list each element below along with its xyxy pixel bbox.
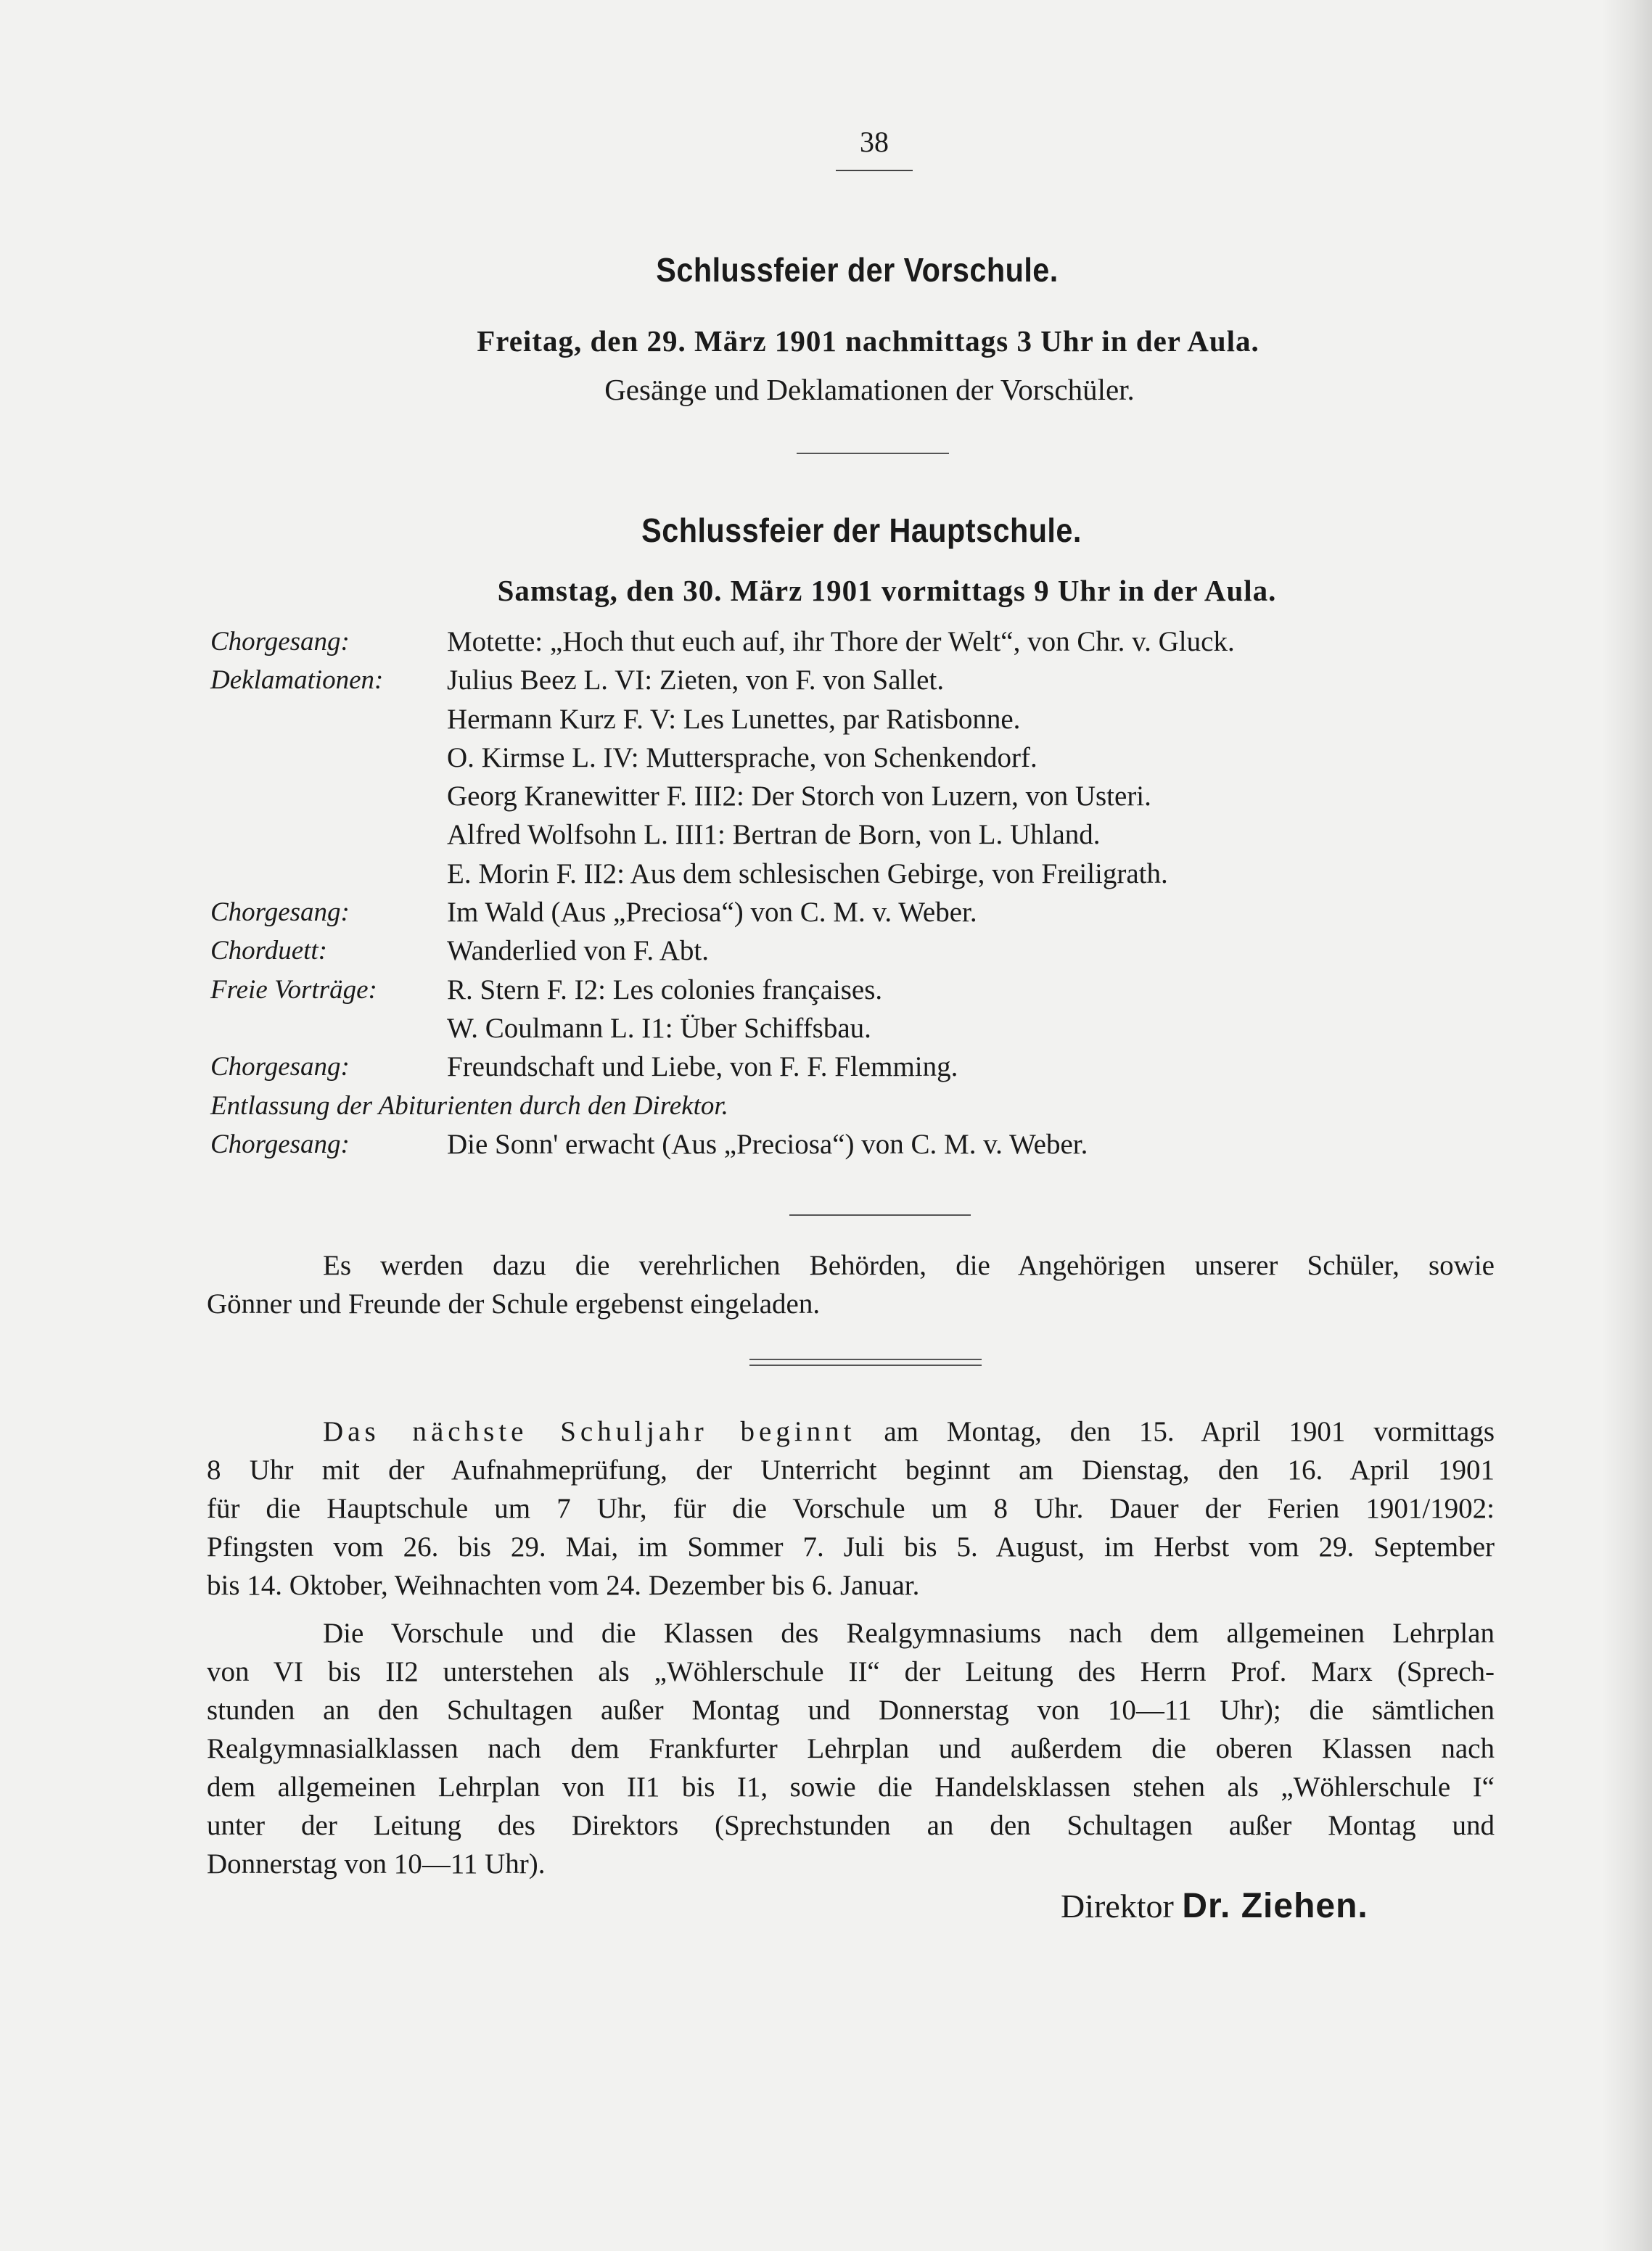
- paragraph-line: Donnerstag von 10—11 Uhr).: [207, 1848, 546, 1880]
- double-rule-top: [749, 1359, 982, 1360]
- paragraph-line: unter der Leitung des Direktors (Sprechstunden an den Schultagen außer Montag und: [207, 1810, 1495, 1841]
- vorschule-dateline: Freitag, den 29. März 1901 nachmittags 3 Uhr in der Aula.: [477, 324, 1259, 358]
- invitation-paragraph: [207, 1246, 1495, 1323]
- program-item: [210, 815, 1502, 854]
- program-item: [210, 777, 1502, 815]
- program-item: [210, 1087, 1502, 1125]
- paragraph-line: von VI bis II2 unterstehen als „Wöhlerschule II“ der Leitung des Herrn Prof. Marx (Sprech-: [207, 1656, 1495, 1687]
- paragraph-line: Die Vorschule und die Klassen des Realgymnasiums nach dem allgemeinen Lehrplan: [323, 1618, 1495, 1649]
- paragraph-line: Pfingsten vom 26. bis 29. Mai, im Sommer 7. Juli bis 5. August, im Herbst vom 29. September: [207, 1531, 1495, 1563]
- program-item: [210, 893, 1502, 931]
- program-text: Hermann Kurz F. V: Les Lunettes, par Ratisbonne.: [447, 703, 1021, 735]
- program-item: [210, 700, 1502, 738]
- program-label: Chorgesang:: [210, 897, 350, 928]
- program-label: Chorgesang:: [210, 1129, 350, 1159]
- section-divider: [789, 1214, 971, 1216]
- signature-name: Dr. Ziehen.: [1182, 1887, 1368, 1925]
- signature: [1061, 1886, 1368, 1926]
- signature-title: Direktor: [1061, 1888, 1174, 1925]
- program-text: O. Kirmse L. IV: Muttersprache, von Schenkendorf.: [447, 741, 1037, 773]
- program-text: E. Morin F. II2: Aus dem schlesischen Gebirge, von Freiligrath.: [447, 857, 1168, 889]
- paragraph-line: 8 Uhr mit der Aufnahmeprüfung, der Unterricht beginnt am Dienstag, den 16. April 1901: [207, 1454, 1495, 1486]
- paragraph-line: [207, 1412, 1495, 1451]
- program-item: [210, 622, 1502, 661]
- program-text: Julius Beez L. VI: Zieten, von F. von Sallet.: [447, 664, 945, 696]
- program-item: [210, 931, 1502, 970]
- spaced-lead-text: Das nächste Schuljahr beginnt: [323, 1416, 856, 1447]
- program-text: W. Coulmann L. I1: Über Schiffsbau.: [447, 1012, 871, 1044]
- paragraph-line: Es werden dazu die verehrlichen Behörden, die Angehörigen unserer Schüler, sowie: [323, 1250, 1495, 1281]
- program-text: R. Stern F. I2: Les colonies françaises.: [447, 974, 883, 1005]
- paragraph-line: dem allgemeinen Lehrplan von II1 bis I1, sowie die Handelsklassen stehen als „Wöhlerschule I“: [207, 1771, 1495, 1803]
- program-text: Wanderlied von F. Abt.: [447, 935, 709, 967]
- program-label: Chorgesang:: [210, 627, 350, 657]
- hauptschule-heading: Schlussfeier der Hauptschule.: [641, 511, 1082, 549]
- program-item: [210, 661, 1502, 699]
- page-number: 38: [860, 125, 889, 158]
- program-item: [210, 1009, 1502, 1048]
- program-label: Chorduett:: [210, 936, 328, 966]
- program-label: Chorgesang:: [210, 1052, 350, 1082]
- program-list: [210, 622, 1502, 1164]
- vorschule-subline: Gesänge und Deklamationen der Vorschüler.: [604, 373, 1135, 406]
- lead-continuation: am Montag, den 15. April 1901 vormittags: [855, 1416, 1495, 1447]
- organisation-paragraph: [207, 1614, 1495, 1883]
- paragraph-line: Realgymnasialklassen nach dem Frankfurter Lehrplan und außerdem die oberen Klassen nach: [207, 1733, 1495, 1764]
- paragraph-line: Gönner und Freunde der Schule ergebenst eingeladen.: [207, 1288, 821, 1320]
- program-item: [210, 855, 1502, 893]
- program-label: Entlassung der Abiturienten durch den Direktor.: [210, 1090, 728, 1121]
- program-label: Freie Vorträge:: [210, 974, 377, 1005]
- program-label: Deklamationen:: [210, 665, 384, 696]
- program-item: [210, 1048, 1502, 1086]
- program-text: Die Sonn' erwacht (Aus „Preciosa“) von C. M. v. Weber.: [447, 1128, 1088, 1160]
- paragraph-line: für die Hauptschule um 7 Uhr, für die Vorschule um 8 Uhr. Dauer der Ferien 1901/1902:: [207, 1493, 1495, 1524]
- program-text: Alfred Wolfsohn L. III1: Bertran de Born, von L. Uhland.: [447, 819, 1101, 851]
- schuljahr-paragraph: [207, 1412, 1495, 1605]
- program-text: Freundschaft und Liebe, von F. F. Flemming.: [447, 1051, 958, 1083]
- program-item: [210, 738, 1502, 777]
- program-text: Georg Kranewitter F. III2: Der Storch von Luzern, von Usteri.: [447, 781, 1151, 812]
- program-item: [210, 971, 1502, 1009]
- section-divider: [797, 453, 949, 454]
- hauptschule-dateline: Samstag, den 30. März 1901 vormittags 9 Uhr in der Aula.: [497, 574, 1277, 607]
- program-item: [210, 1125, 1502, 1164]
- vorschule-heading: Schlussfeier der Vorschule.: [656, 251, 1059, 289]
- paragraph-line: bis 14. Oktober, Weihnachten vom 24. Dezember bis 6. Januar.: [207, 1570, 920, 1601]
- program-text: Im Wald (Aus „Preciosa“) von C. M. v. Weber.: [447, 897, 977, 929]
- paragraph-line: stunden an den Schultagen außer Montag und Donnerstag von 10—11 Uhr); die sämtlichen: [207, 1695, 1495, 1726]
- double-rule-bottom: [749, 1365, 982, 1366]
- page-number-underline: [836, 170, 913, 171]
- program-text: Motette: „Hoch thut euch auf, ihr Thore der Welt“, von Chr. v. Gluck.: [447, 626, 1235, 657]
